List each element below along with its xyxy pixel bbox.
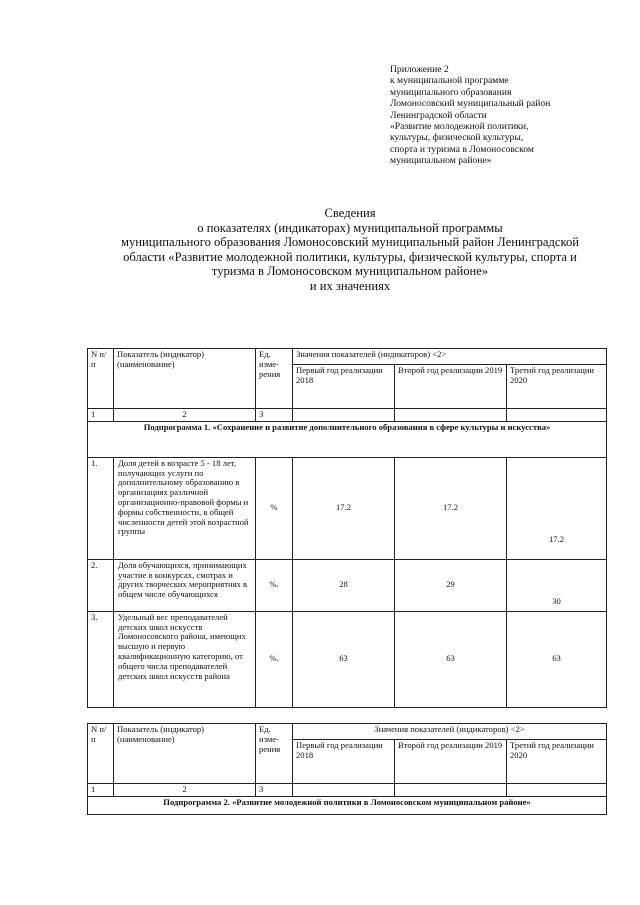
annex-line: Ленинградской области (390, 109, 487, 121)
colnum-empty (507, 784, 607, 797)
header-year3: Третий год реализации 2020 (507, 740, 607, 784)
header-values-group: Значения показателей (индикаторов) <2> (293, 724, 607, 740)
header-unit: Ед. изме- рения (256, 349, 293, 409)
subprogram-1-title: Подпрограмма 1. «Сохранение и развитие дополнительного образования в сфере культуры и искусства» (88, 421, 607, 457)
heading-title: Сведения (324, 206, 376, 220)
row-value-2020: 63 (507, 611, 607, 707)
header-unit: Ед. изме- рения (256, 724, 293, 784)
row-value-2019: 17.2 (395, 457, 507, 559)
colnum-1: 1 (88, 409, 114, 422)
colnum-empty (395, 409, 507, 422)
header-year1: Первый год реализации 2018 (293, 740, 395, 784)
header-year2: Второй год реализации 2019 (395, 365, 507, 409)
subprogram-2-title: Подпрограмма 2. «Развитие молодежной политики в Ломоносовском муниципальном районе» (88, 796, 607, 814)
annex-line: Ломоносовский муниципальный район (390, 98, 551, 110)
header-indicator: Показатель (индикатор) (наименование) (114, 724, 256, 784)
heading-line: о показателях (индикаторах) муниципальной программы (197, 220, 503, 235)
colnum-2: 2 (114, 409, 256, 422)
row-indicator: Удельный вес преподавателей детских школ искусств Ломоносовского района, имеющих высшую и первую квалификационную категорию, от общего числа преподавателей детских школ искусств района (114, 611, 256, 707)
colnum-empty (293, 784, 395, 797)
colnum-empty (507, 409, 607, 422)
heading-line: муниципального образования Ломоносовский муниципальный район Ленинградской (120, 235, 580, 250)
row-value-2018: 63 (293, 611, 395, 707)
row-indicator: Доля обучающихся, принимающих участие в конкурсах, смотрах и других творческих мероприятиях в общем числе обучающихся (114, 559, 256, 611)
annex-line: спорта и туризма в Ломоносовском (390, 143, 534, 155)
row-num: 1. (88, 457, 114, 559)
row-num: 3. (88, 611, 114, 707)
heading-line: туризма в Ломоносовском муниципальном районе» (211, 264, 489, 279)
indicators-table-1 (87, 348, 607, 708)
annex-line: «Развитие молодежной политики, (390, 121, 529, 133)
header-num: N п/п (88, 724, 114, 784)
annex-line: Приложение 2 (390, 64, 449, 75)
row-value-2020: 17.2 (507, 457, 607, 559)
colnum-2: 2 (114, 784, 256, 797)
colnum-3: 3 (256, 409, 293, 422)
header-year1: Первый год реализации 2018 (293, 365, 395, 409)
annex-line: муниципальном районе» (390, 155, 492, 167)
heading-line: области «Развитие молодежной политики, культуры, физической культуры, спорта и (123, 249, 577, 264)
colnum-3: 3 (256, 784, 293, 797)
row-value-2018: 17.2 (293, 457, 395, 559)
heading-line: и их значениях (309, 278, 391, 293)
header-values-group: Значения показателей (индикаторов) <2> (293, 349, 607, 365)
header-indicator: Показатель (индикатор) (наименование) (114, 349, 256, 409)
header-num: N п/п (88, 349, 114, 409)
colnum-empty (395, 784, 507, 797)
header-year2: Второй год реализации 2019 (395, 740, 507, 784)
annex-line: культуры, физической культуры, (390, 132, 524, 144)
row-value-2020: 30 (507, 559, 607, 611)
annex-line: к муниципальной программе (390, 75, 509, 87)
row-unit: %. (256, 611, 293, 707)
document-heading (60, 206, 640, 294)
row-indicator: Доля детей в возрасте 5 - 18 лет, получающих услуги по дополнительному образованию в организациях различной организационно-правовой формы и формы собственности, в общей численности детей этой возрастной группы (114, 457, 256, 559)
row-value-2019: 29 (395, 559, 507, 611)
row-unit: % (256, 457, 293, 559)
row-num: 2. (88, 559, 114, 611)
row-value-2018: 28 (293, 559, 395, 611)
header-year3: Третий год реализации 2020 (507, 365, 607, 409)
row-value-2019: 63 (395, 611, 507, 707)
colnum-1: 1 (88, 784, 114, 797)
annex-line: муниципального образования (390, 86, 512, 98)
indicators-table-2 (87, 723, 607, 815)
annex-block (390, 64, 630, 167)
colnum-empty (293, 409, 395, 422)
row-unit: %. (256, 559, 293, 611)
